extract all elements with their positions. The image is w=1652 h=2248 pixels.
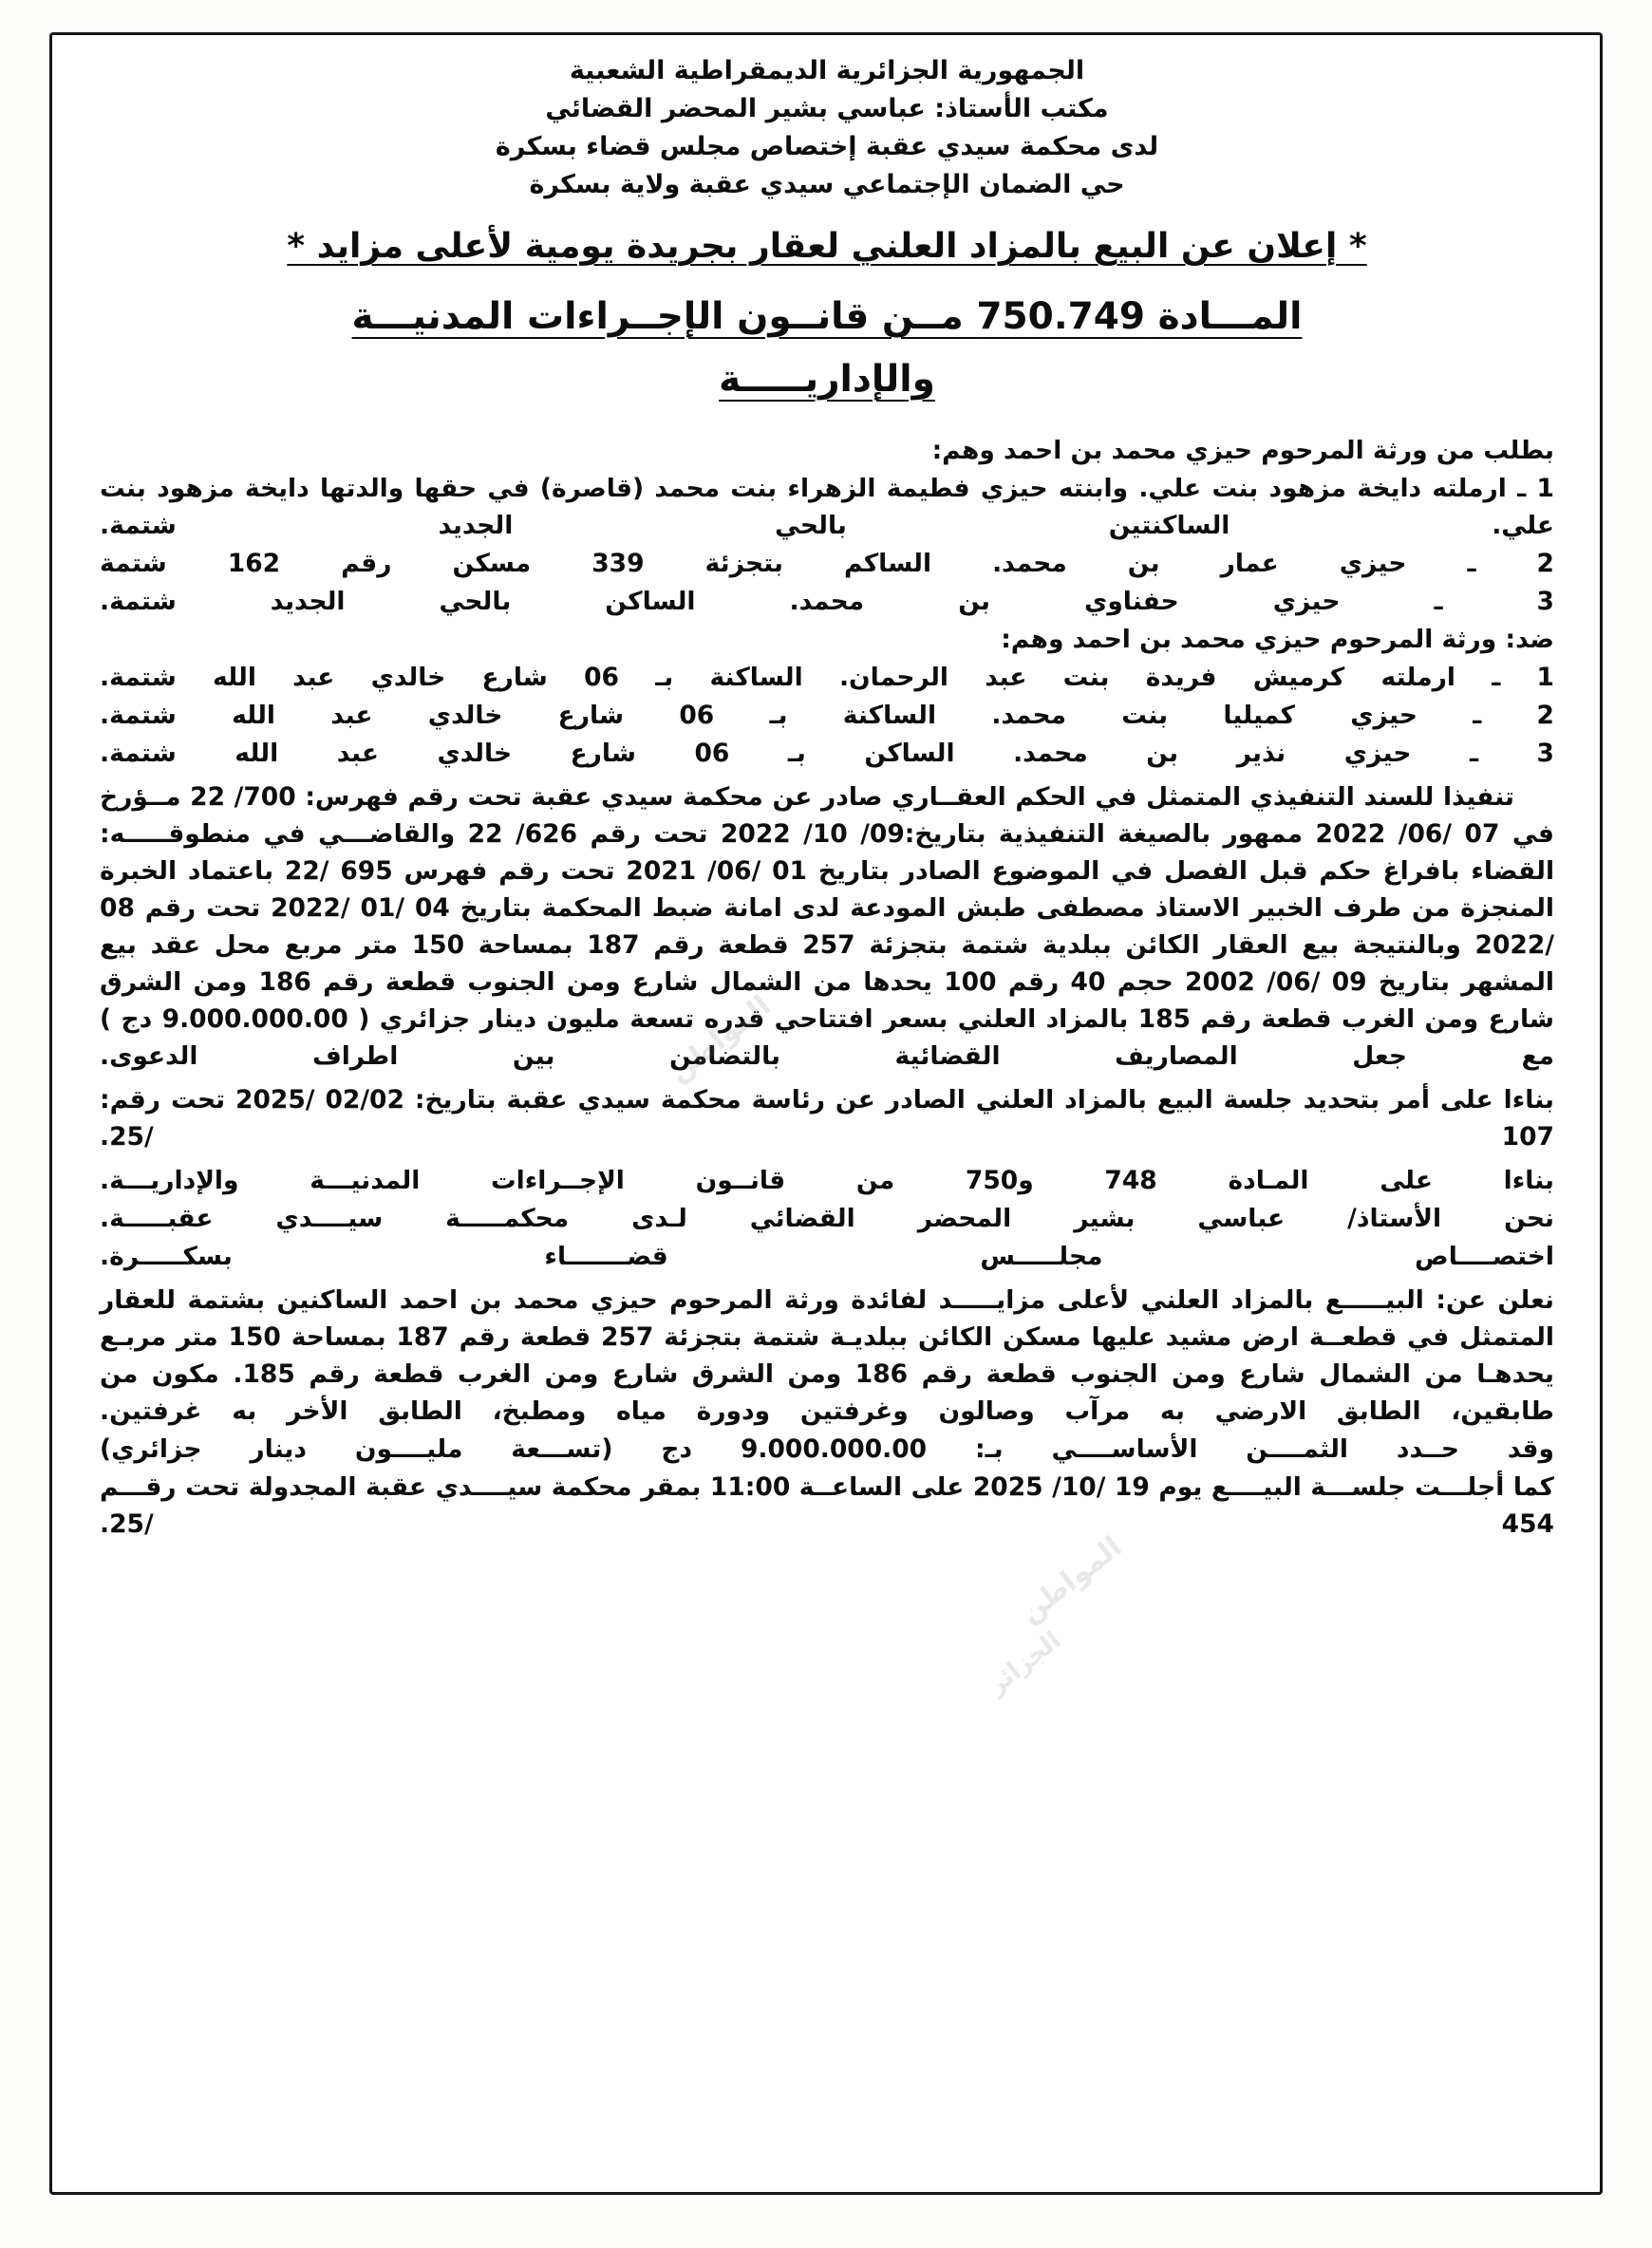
execution-paragraph: تنفيذا للسند التنفيذي المتمثل في الحكم العقــاري صادر عن محكمة سيدي عقبة تحت رقم فهرس: 700/ 22 مــؤرخ في 07 /06/ 2022 ممهور بالصيغة التنفيذية بتاريخ:09/ 10/ 2022 تحت رقم 626/ 22 والقاضـــي في منطوقـــــه: القضاء بافراغ حكم قبل الفصل في الموضوع الصادر بتاريخ 01 /06/ 2021 تحت رقم فهرس 695 /22 باعتماد الخبرة المنجزة من طرف الخبير الاستاذ مصطفى طبش المودعة لدى امانة ضبط المحكمة بتاريخ 04 /01 /2022 تحت رقم 08 /2022 وبالنتيجة بيع العقار الكائن ببلدية شتمة بتجزئة 257 قطعة رقم 187 بمساحة 150 متر مربع محل عقد بيع المشهر بتاريخ 09 /06/ 2002 حجم 40 رقم 100 يحدها من الشمال شارع ومن الجنوب قطعة رقم 186 ومن الشرق شارع ومن الغرب قطعة رقم 185 بالمزاد العلني بسعر افتتاحي قدره تسعة مليون دينار جزائري ( 9.000.000.00 دج ) مع جعل المصاريف القضائية بالتضامن بين اطراف الدعوى. (100, 782, 1555, 1071)
document-content (73, 47, 1581, 2173)
header-line-3: لدى محكمة سيدي عقبة إختصاص مجلس قضاء بسكرة (495, 132, 1159, 161)
respondents-intro: ضد: ورثة المرحوم حيزي محمد بن احمد وهم: (1001, 625, 1554, 654)
requester-item-2: 2 ـ حيزي عمار بن محمد. الساكم بتجزئة 339 مسكن رقم 162 شتمة (100, 549, 1554, 578)
watermark-2: المواطن (1013, 1529, 1129, 1631)
law-reference (100, 286, 1554, 411)
announcement-title: * إعلان عن البيع بالمزاد العلني لعقار بجريدة يومية لأعلى مزايد * (287, 227, 1367, 266)
price-paragraph: وقد حــدد الثمــــن الأساســــي بـ: 9.000.000.00 دج (تســـعة مليــــون دينار جزائري) (100, 1434, 1554, 1464)
watermark-3: الجزائر (983, 1625, 1067, 1701)
respondent-item-3: 3 ـ حيزي نذير بن محمد. الساكن بـ 06 شارع خالدي عبد الله شتمة. (100, 739, 1554, 768)
officer-line-1: نحن الأستاذ/ عباسي بشير المحضر القضائي لـدى محكمـــــة سيــــدي عقبـــــة. (100, 1204, 1554, 1233)
order-paragraph: بناءا على أمر بتحديد جلسة البيع بالمزاد العلني الصادر عن رئاسة محكمة سيدي عقبة بتاريخ: 02/02 /2025 تحت رقم: 107 /25. (100, 1085, 1554, 1152)
session-paragraph: كما أجلـــت جلســـة البيــــع يوم 19 /10/ 2025 على الساعــة 11:00 بمقر محكمة سيــــدي عقبة المجدولة تحت رقـــم 454 /25. (100, 1472, 1554, 1539)
document-frame (49, 32, 1603, 2195)
header-line-2: مكتب الأستاذ: عباسي بشير المحضر القضائي (545, 94, 1109, 123)
requesters-intro: بطلب من ورثة المرحوم حيزي محمد بن احمد وهم: (931, 436, 1554, 465)
respondent-item-1: 1 ـ ارملته كرميش فريدة بنت عبد الرحمان. الساكنة بـ 06 شارع خالدي عبد الله شتمة. (100, 663, 1554, 692)
legal-basis-paragraph: بناءا على المـادة 748 و750 من قانــون الإجــراءات المدنيـــة والإداريـــة. (100, 1166, 1555, 1195)
requester-item-1: 1 ـ ارملته دايخة مزهود بنت علي. وابنته حيزي فطيمة الزهراء بنت محمد (قاصرة) في حقها والدتها دايخة مزهود بنت علي. الساكنتين بالحي الجديد شتمة. (100, 474, 1554, 540)
requester-item-3: 3 ـ حيزي حفناوي بن محمد. الساكن بالحي الجديد شتمة. (100, 587, 1554, 616)
officer-line-2: اختصــــاص مجلـــــس قضـــــــاء بسكـــــرة. (100, 1242, 1554, 1271)
watermark-1: المواطن (662, 988, 778, 1090)
law-reference-line-2: والإداريـــــة (719, 358, 935, 401)
header-line-4: حي الضمان الإجتماعي سيدي عقبة ولاية بسكرة (529, 170, 1125, 199)
document-header (100, 52, 1554, 204)
header-line-1: الجمهورية الجزائرية الديمقراطية الشعبية (569, 56, 1085, 85)
document-body (100, 432, 1554, 1543)
declaration-paragraph: نعلن عن: البيـــــع بالمزاد العلني لأعلى مزايـــــد لفائدة ورثة المرحوم حيزي محمد بن احمد الساكنين بشتمة للعقار المتمثل في قطعــة ارض مشيد عليها مسكن الكائن ببلديـة شتمة بتجزئة 257 قطعة رقم 187 بمساحة 150 متر مربـع يحدهـا من الشمال شارع ومن الجنوب قطعة رقم 186 ومن الشرق شارع ومن الغرب قطعة رقم 185. مكون من طابقين، الطابق الارضي به مرآب وصالون وغرفتين ودورة مياه ومطبخ، الطابق الأخر به غرفتين. (100, 1285, 1554, 1426)
law-reference-line-1: المـــادة 750.749 مــن قانــون الإجــراءات المدنيـــة (351, 295, 1303, 338)
respondent-item-2: 2 ـ حيزي كميليا بنت محمد. الساكنة بـ 06 شارع خالدي عبد الله شتمة. (100, 701, 1554, 730)
